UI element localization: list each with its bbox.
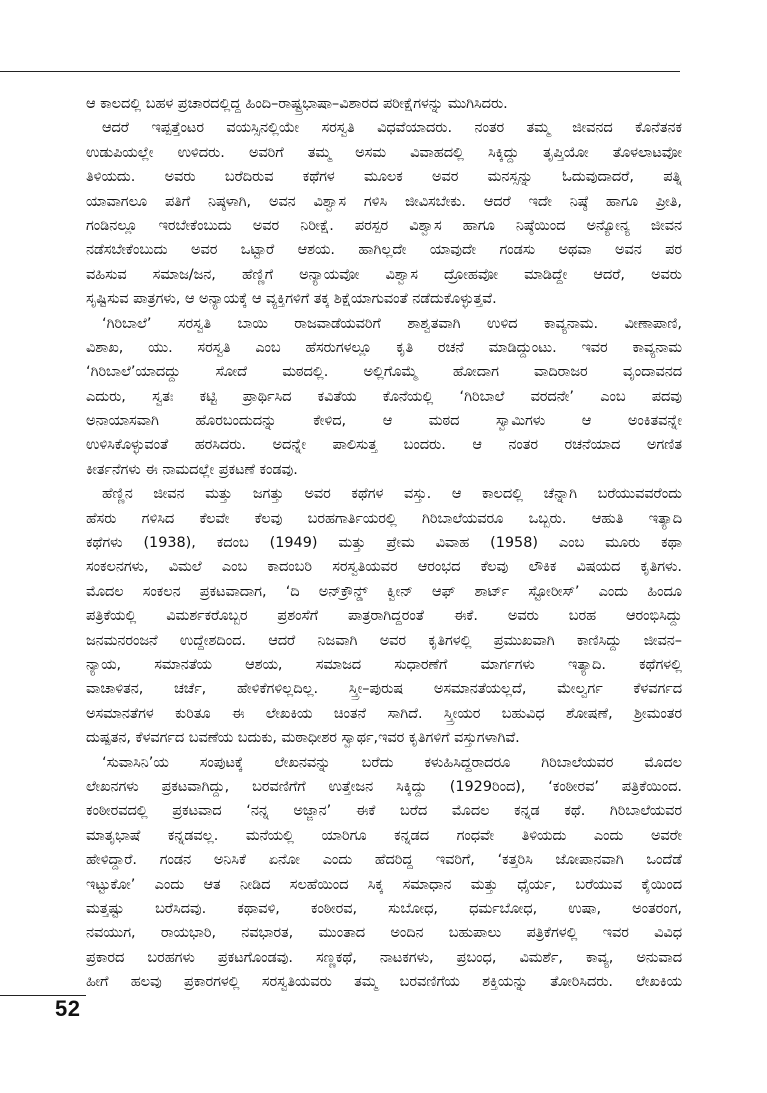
text-line: ಹೀಗೆ ಹಲವು ಪ್ರಕಾರಗಳಲ್ಲಿ ಸರಸ್ವತಿಯವರು ತಮ್ಮ ಬರವಣಿಗೆಯ ಶಕ್ತಿಯನ್ನು ತೋರಿಸಿದರು. ಲೇಖಕಿಯ	[86, 974, 682, 991]
text-line: ಹೇಳಿದ್ದಾರೆ. ಗಂಡನ ಅನಿಸಿಕೆ ಏನೋ ಎಂದು ಹೆದರಿದ್ದ ಇವರಿಗೆ, ‘ಕತ್ತರಿಸಿ ಜೋಪಾನವಾಗಿ ಒಂದೆಡೆ	[86, 852, 682, 869]
text-line: ಪ್ರಕಾರದ ಬರಹಗಳು ಪ್ರಕಟಗೊಂಡವು. ಸಣ್ಣಕಥೆ, ನಾಟಕಗಳು, ಪ್ರಬಂಧ, ವಿಮರ್ಶೆ, ಕಾವ್ಯ, ಅನುವಾದ	[86, 949, 682, 966]
text-line: ಯಾವಾಗಲೂ ಪತಿಗೆ ನಿಷ್ಠಳಾಗಿ, ಅವನ ವಿಶ್ವಾಸ ಗಳಿಸಿ ಜೀವಿಸಬೇಕು. ಆದರೆ ಇದೇ ನಿಷ್ಠೆ ಹಾಗೂ ಪ್ರೀತಿ,	[86, 193, 682, 210]
text-line: ಕಂಠೀರವದಲ್ಲಿ ಪ್ರಕಟವಾದ ‘ನನ್ನ ಅಜ್ಜಾನ’ ಈಕೆ ಬರೆದ ಮೊದಲ ಕನ್ನಡ ಕಥೆ. ಗಿರಿಬಾಲೆಯವರ	[86, 803, 682, 820]
text-line: ಉಡುಪಿಯಲ್ಲೇ ಉಳಿದರು. ಅವರಿಗೆ ತಮ್ಮ ಅಸಮ ವಿವಾಹದಲ್ಲಿ ಸಿಕ್ಕಿದ್ದು ತೃಪ್ತಿಯೋ ತೊಳಲಾಟವೋ	[86, 144, 682, 161]
text-line: ಲೇಖನಗಳು ಪ್ರಕಟವಾಗಿದ್ದು, ಬರವಣಿಗೆಗೆ ಉತ್ತೇಜನ ಸಿಕ್ಕಿದ್ದು (1929ರಿಂದ), ‘ಕಂಠೀರವ’ ಪತ್ರಿಕೆಯಿಂದ.	[86, 778, 682, 795]
text-line: ಇಟ್ಟುಕೋ’ ಎಂದು ಆತ ನೀಡಿದ ಸಲಹೆಯಿಂದ ಸಿಕ್ಕ ಸಮಾಧಾನ ಮತ್ತು ಧೈರ್ಯ, ಬರೆಯುವ ಕೈಯಿಂದ	[86, 876, 682, 893]
text-line: ಗಂಡಿನಲ್ಲೂ ಇರಬೇಕೆಂಬುದು ಅವರ ನಿರೀಕ್ಷೆ. ಪರಸ್ಪರ ವಿಶ್ವಾಸ ಹಾಗೂ ನಿಷ್ಠೆಯಿಂದ ಅನ್ಯೋನ್ಯ ಜೀವನ	[86, 217, 682, 234]
header-rule	[0, 71, 680, 72]
text-line: ಪತ್ರಿಕೆಯಲ್ಲಿ ವಿಮರ್ಶಕರೊಬ್ಬರ ಪ್ರಶಂಸೆಗೆ ಪಾತ್ರರಾಗಿದ್ದರಂತೆ ಈಕೆ. ಅವರು ಬರಹ ಆರಂಭಿಸಿದ್ದು	[86, 608, 682, 625]
text-line: ಹೆಸರು ಗಳಿಸಿದ ಕೆಲವೇ ಕೆಲವು ಬರಹಗಾರ್ತಿಯರಲ್ಲಿ ಗಿರಿಬಾಲೆಯವರೂ ಒಬ್ಬರು. ಆಹುತಿ ಇತ್ಯಾದಿ	[86, 510, 682, 527]
text-line: ತಿಳಿಯದು. ಅವರು ಬರೆದಿರುವ ಕಥೆಗಳ ಮೂಲಕ ಅವರ ಮನಸ್ಸನ್ನು ಓದುವುದಾದರೆ, ಪತ್ನಿ	[86, 169, 682, 186]
paragraph-first-line: ಆದರೆ ಇಪ್ಪತ್ತೆಂಟರ ವಯಸ್ಸಿನಲ್ಲಿಯೇ ಸರಸ್ವತಿ ವಿಧವೆಯಾದರು. ನಂತರ ತಮ್ಮ ಜೀವನದ ಕೊನೆತನಕ	[102, 120, 682, 137]
text-line: ವಹಿಸುವ ಸಮಾಜ/ಜನ, ಹೆಣ್ಣಿಗೆ ಅನ್ಯಾಯವೋ ವಿಶ್ವಾಸ ದ್ರೋಹವೋ ಮಾಡಿದ್ದೇ ಆದರೆ, ಅವರು	[86, 266, 682, 283]
text-line: ಮೊದಲ ಸಂಕಲನ ಪ್ರಕಟವಾದಾಗ, ‘ದಿ ಅನ್‌ಕ್ರೌನ್ಡ್ ಕ್ವೀನ್ ಆಫ್ ಶಾರ್ಟ್ ಸ್ಟೋರೀಸ್’ ಎಂದು ಹಿಂದೂ	[86, 583, 682, 600]
text-line: ಸೃಷ್ಟಿಸುವ ಪಾತ್ರಗಳು, ಆ ಅನ್ಯಾಯಕ್ಕೆ ಆ ವ್ಯಕ್ತಿಗಳಿಗೆ ತಕ್ಕ ಶಿಕ್ಷೆಯಾಗುವಂತೆ ನಡೆದುಕೊಳ್ಳುತ್ತವೆ.	[86, 291, 497, 308]
text-line: ಸಂಕಲನಗಳು, ವಿಮಲೆ ಎಂಬ ಕಾದಂಬರಿ ಸರಸ್ವತಿಯವರ ಆರಂಭದ ಕೆಲವು ಲೌಕಿಕ ವಿಷಯದ ಕೃತಿಗಳು.	[86, 559, 682, 576]
page-number: 52	[55, 996, 81, 1021]
text-line: ಅನಾಯಾಸವಾಗಿ ಹೊರಬಂದುದನ್ನು ಕೇಳಿದ, ಆ ಮಠದ ಸ್ವಾಮಿಗಳು ಆ ಅಂಕಿತವನ್ನೇ	[86, 413, 682, 430]
text-line: ಎದುರು, ಸ್ವತಃ ಕಟ್ಟಿ ಪ್ರಾರ್ಥಿಸಿದ ಕವಿತೆಯ ಕೊನೆಯಲ್ಲಿ ‘ಗಿರಿಬಾಲೆ ವರದನೇ’ ಎಂಬ ಪದವು	[86, 388, 682, 405]
text-line: ವಿಶಾಖ, ಯು. ಸರಸ್ವತಿ ಎಂಬ ಹೆಸರುಗಳಲ್ಲೂ ಕೃತಿ ರಚನೆ ಮಾಡಿದ್ದುಂಟು. ಇವರ ಕಾವ್ಯನಾಮ	[86, 339, 682, 356]
text-line: ‘ಗಿರಿಬಾಲೆ’ಯಾದದ್ದು ಸೋದೆ ಮಠದಲ್ಲಿ. ಅಲ್ಲಿಗೊಮ್ಮೆ ಹೋದಾಗ ವಾದಿರಾಜರ ವೃಂದಾವನದ	[86, 364, 682, 381]
text-line: ಜನಮನರಂಜನೆ ಉದ್ದೇಶದಿಂದ. ಆದರೆ ನಿಜವಾಗಿ ಅವರ ಕೃತಿಗಳಲ್ಲಿ ಪ್ರಮುಖವಾಗಿ ಕಾಣಿಸಿದ್ದು ಜೀವನ–	[86, 632, 682, 649]
text-line: ದುಷ್ಪತನ, ಕೆಳವರ್ಗದ ಬವಣೆಯ ಬದುಕು, ಮಠಾಧೀಶರ ಸ್ವಾರ್ಥ,ಇವರ ಕೃತಿಗಳಿಗೆ ವಸ್ತುಗಳಾಗಿವೆ.	[86, 730, 520, 747]
body-text	[86, 92, 682, 994]
text-line: ನಡೆಸಬೇಕೆಂಬುದು ಅವರ ಒಟ್ಟಾರೆ ಆಶಯ. ಹಾಗಿಲ್ಲದೇ ಯಾವುದೇ ಗಂಡಸು ಅಥವಾ ಅವನ ಪರ	[86, 242, 682, 259]
paragraph-first-line: ಹೆಣ್ಣಿನ ಜೀವನ ಮತ್ತು ಜಗತ್ತು ಅವರ ಕಥೆಗಳ ವಸ್ತು. ಆ ಕಾಲದಲ್ಲಿ ಚೆನ್ನಾಗಿ ಬರೆಯುವವರೆಂದು	[102, 486, 682, 503]
text-line: ಆ ಕಾಲದಲ್ಲಿ ಬಹಳ ಪ್ರಚಾರದಲ್ಲಿದ್ದ ಹಿಂದಿ–ರಾಷ್ಟ್ರಭಾಷಾ–ವಿಶಾರದ ಪರೀಕ್ಷೆಗಳನ್ನು ಮುಗಿಸಿದರು.	[86, 96, 508, 112]
text-line: ಕಥೆಗಳು (1938), ಕದಂಬ (1949) ಮತ್ತು ಪ್ರೇಮ ವಿವಾಹ (1958) ಎಂಬ ಮೂರು ಕಥಾ	[86, 535, 682, 552]
text-line: ಕೀರ್ತನೆಗಳು ಈ ನಾಮದಲ್ಲೇ ಪ್ರಕಟಣೆ ಕಂಡವು.	[86, 461, 298, 478]
text-line: ಮತ್ತಷ್ಟು ಬರೆಸಿದವು. ಕಥಾವಳಿ, ಕಂಠೀರವ, ಸುಬೋಧ, ಧರ್ಮಬೋಧ, ಉಷಾ, ಅಂತರಂಗ,	[86, 900, 682, 917]
text-line: ವಾಚಾಳಿತನ, ಚರ್ಚೆ, ಹೇಳಿಕೆಗಳಿಲ್ಲದಿಲ್ಲ. ಸ್ತ್ರೀ–ಪುರುಷ ಅಸಮಾನತೆಯಲ್ಲದೆ, ಮೇಲ್ವರ್ಗ ಕೆಳವರ್ಗದ	[86, 681, 682, 698]
text-line: ಮಾತೃಭಾಷೆ ಕನ್ನಡವಲ್ಲ. ಮನೆಯಲ್ಲಿ ಯಾರಿಗೂ ಕನ್ನಡದ ಗಂಧವೇ ತಿಳಿಯದು ಎಂದು ಅವರೇ	[86, 827, 682, 844]
text-line: ಅಸಮಾನತೆಗಳ ಕುರಿತೂ ಈ ಲೇಖಕಿಯ ಚಿಂತನೆ ಸಾಗಿದೆ. ಸ್ತ್ರೀಯರ ಬಹುವಿಧ ಶೋಷಣೆ, ಶ್ರೀಮಂತರ	[86, 705, 682, 722]
text-line: ನವಯುಗ, ರಾಯಭಾರಿ, ನವಭಾರತ, ಮುಂತಾದ ಅಂದಿನ ಬಹುಪಾಲು ಪತ್ರಿಕೆಗಳಲ್ಲಿ ಇವರ ವಿವಿಧ	[86, 925, 682, 942]
paragraph-first-line: ‘ಸುವಾಸಿನಿ’ಯ ಸಂಪುಟಕ್ಕೆ ಲೇಖನವನ್ನು ಬರೆದು ಕಳುಹಿಸಿದ್ದರಾದರೂ ಗಿರಿಬಾಲೆಯವರ ಮೊದಲ	[102, 754, 682, 771]
text-line: ನ್ಯಾಯ, ಸಮಾನತೆಯ ಆಶಯ, ಸಮಾಜದ ಸುಧಾರಣೆಗೆ ಮಾರ್ಗಗಳು ಇತ್ಯಾದಿ. ಕಥೆಗಳಲ್ಲಿ	[86, 656, 682, 673]
paragraph-first-line: ‘ಗಿರಿಬಾಲೆ’ ಸರಸ್ವತಿ ಬಾಯಿ ರಾಜವಾಡೆಯವರಿಗೆ ಶಾಶ್ವತವಾಗಿ ಉಳಿದ ಕಾವ್ಯನಾಮ. ವೀಣಾಪಾಣಿ,	[102, 315, 682, 332]
text-line: ಉಳಿಸಿಕೊಳ್ಳುವಂತೆ ಹರಸಿದರು. ಅದನ್ನೇ ಪಾಲಿಸುತ್ತ ಬಂದರು. ಆ ನಂತರ ರಚನೆಯಾದ ಅಗಣಿತ	[86, 437, 682, 454]
